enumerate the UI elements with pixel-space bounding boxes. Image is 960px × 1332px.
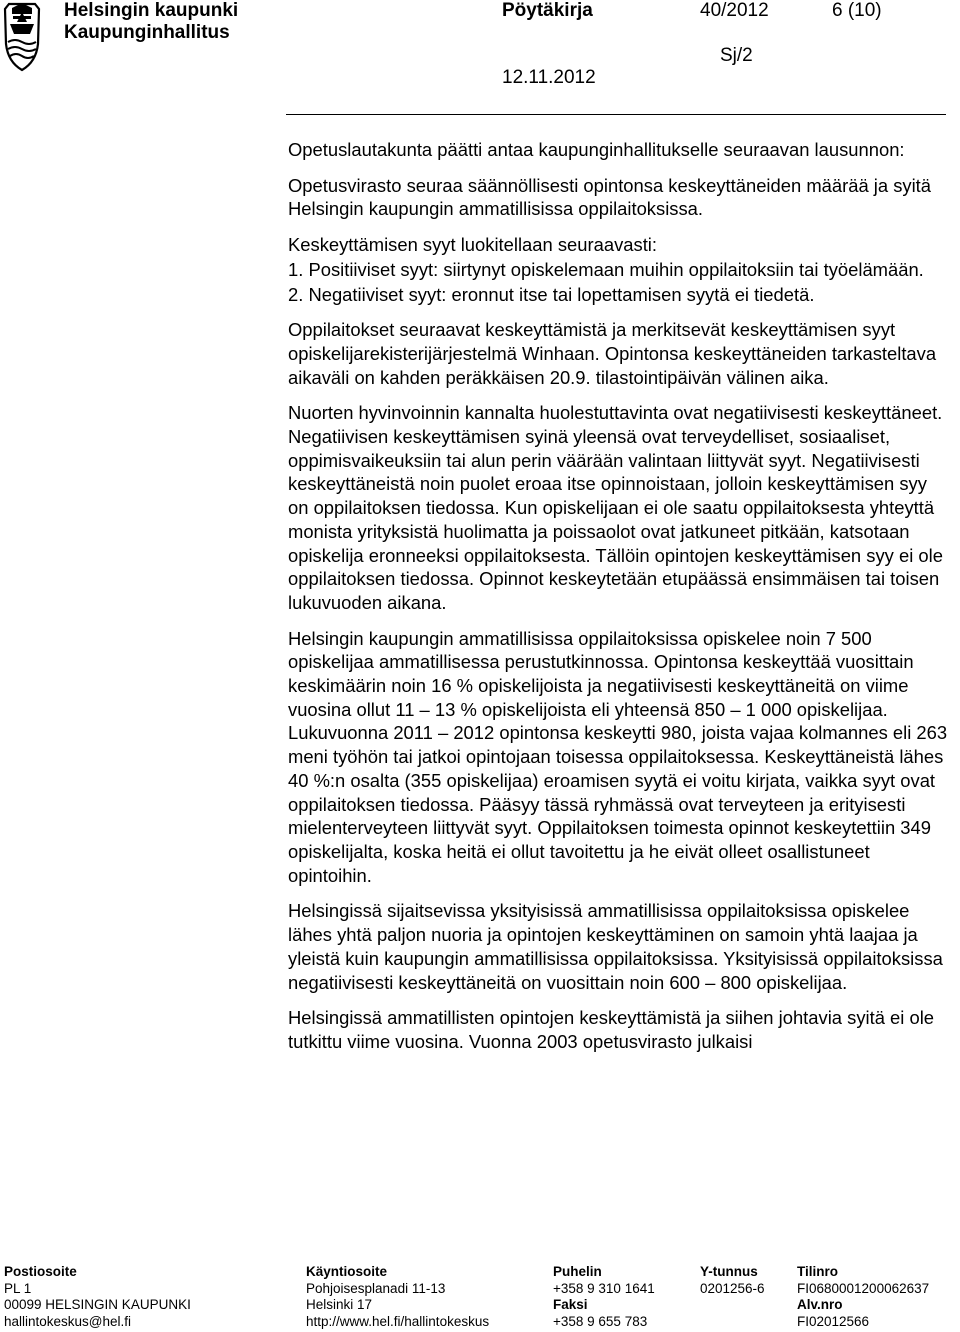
list-item: 1. Positiiviset syyt: siirtynyt opiskelemaan muihin oppilaitoksiin tai työelämään. bbox=[288, 258, 924, 280]
body-name: Kaupunginhallitus bbox=[64, 22, 230, 43]
paragraph: Keskeyttämisen syyt luokitellaan seuraavasti: bbox=[288, 234, 658, 256]
organization-name: Helsingin kaupunki bbox=[64, 0, 239, 21]
list-item: 2. Negatiiviset syyt: eronnut itse tai lopettamisen syytä ei tiedetä. bbox=[288, 283, 815, 305]
footer-heading: Faksi bbox=[553, 1297, 588, 1312]
paragraph: Helsingissä ammatillisten opintojen keskeyttämistä ja siihen johtavia syitä ei ole tutkittu viime vuosina. Vuonna 2003 opetusvirasto julkaisi bbox=[288, 1007, 935, 1052]
document-type: Pöytäkirja bbox=[502, 0, 593, 21]
document-body bbox=[288, 138, 948, 1066]
footer-heading: Puhelin bbox=[553, 1264, 602, 1279]
section-number: Sj/2 bbox=[720, 45, 753, 66]
footer-line: 00099 HELSINGIN KAUPUNKI bbox=[4, 1297, 191, 1312]
footer-line: Pohjoisesplanadi 11-13 bbox=[306, 1280, 446, 1296]
footer-line: FI02012566 bbox=[797, 1313, 870, 1329]
paragraph: Opetusvirasto seuraa säännöllisesti opintonsa keskeyttäneiden määrää ja syitä Helsingin kaupungin ammatillisissa oppilaitoksissa. bbox=[288, 174, 932, 220]
page-number: 6 (10) bbox=[832, 0, 882, 21]
footer-business-id bbox=[700, 1264, 765, 1297]
footer-phone bbox=[553, 1264, 655, 1330]
footer-heading: Postiosoite bbox=[4, 1264, 77, 1279]
footer-line: Helsinki 17 bbox=[306, 1297, 373, 1312]
paragraph: Helsingin kaupungin ammatillisissa oppilaitoksissa opiskelee noin 7 500 opiskelijaa ammatillisessa perustutkinnossa. Opintonsa keskeyttää vuosittain keskimäärin noin 16 % opiskelijoista ja negatiivisesti keskeyttäneitä on viime vuosina ollut 11 – 13 % opiskelijoista eli yhteensä 850 – 1 000 opiskelijaa. Lukuvuonna 2011 – 2012 opintonsa keskeytti 980, joista vajaa kolmannes eli 263 meni työhön tai jatkoi opintojaan toisessa oppilaitoksessa. Keskeyttäneistä lähes 40 %:n osalta (355 opiskelijaa) eroamisen syytä ei voitu kirjata, vaikka syyt ovat oppilaitoksen tiedossa. Pääsyy tässä ryhmässä ovat terveyteen ja erityisesti mielenterveyteen liittyvät syyt. Oppilaitoksen toimesta opinnot keskeytettiin 349 opiskelijalta, koska heitä ei ollut tavoitettu ja he eivät olleet osallistuneet opintoihin. bbox=[288, 627, 948, 886]
footer-heading: Tilinro bbox=[797, 1264, 839, 1279]
footer-heading: Alv.nro bbox=[797, 1297, 843, 1312]
footer-line: PL 1 bbox=[4, 1280, 32, 1296]
footer-line: +358 9 655 783 bbox=[553, 1313, 648, 1329]
paragraph: Opetuslautakunta päätti antaa kaupunginhallitukselle seuraavan lausunnon: bbox=[288, 139, 905, 160]
paragraph: Helsingissä sijaitsevissa yksityisissä ammatillisissa oppilaitoksissa opiskelee lähes yhtä paljon nuoria ja opintojen keskeyttäminen on samoin yhtä laajaa ja yleistä kuin kaupungin ammatillisissa oppilaitoksissa. Yksityisissä oppilaitoksissa negatiivisesti keskeyttäneitä on vuosittain noin 600 – 800 opiskelijaa. bbox=[288, 900, 943, 993]
footer-visiting-address bbox=[306, 1264, 489, 1330]
document-number: 40/2012 bbox=[700, 0, 769, 21]
footer-line: +358 9 310 1641 bbox=[553, 1280, 655, 1296]
paragraph: Oppilaitokset seuraavat keskeyttämistä ja merkitsevät keskeyttämisen syyt opiskelijarekisterijärjestelmä Winhaan. Opintonsa keskeyttäneiden tarkasteltava aikaväli on kahden peräkkäisen 20.9. tilastointipäivän välinen aika. bbox=[288, 319, 937, 388]
footer-email: hallintokeskus@hel.fi bbox=[4, 1313, 132, 1329]
footer-url: http://www.hel.fi/hallintokeskus bbox=[306, 1313, 490, 1329]
footer-line: FI0680001200062637 bbox=[797, 1280, 930, 1296]
meeting-date: 12.11.2012 bbox=[502, 67, 596, 88]
footer-postal-address bbox=[4, 1264, 191, 1330]
footer-heading: Y-tunnus bbox=[700, 1264, 758, 1279]
footer-line: 0201256-6 bbox=[700, 1280, 765, 1296]
header-divider bbox=[286, 114, 946, 115]
helsinki-crest-icon bbox=[0, 0, 46, 78]
footer-heading: Käyntiosoite bbox=[306, 1264, 388, 1279]
paragraph: Nuorten hyvinvoinnin kannalta huolestuttavinta ovat negatiivisesti keskeyttäneet. Negatiivisen keskeyttämisen syinä yleensä ovat terveydelliset, sosiaaliset, oppimisvaikeuksiin tai alun perin väärään valintaan liittyvät syyt. Negatiivisesti keskeyttäneistä noin puolet eroaa itse opinnoistaan, jolloin keskeyttämisen syy on oppilaitoksen tiedossa. Kun opiskelijaan ei ole saatu oppilaitoksesta yhteyttä monista yrityksistä huolimatta ja poissaolot ovat jatkuneet pitkään, katsotaan opiskelija eronneeksi oppilaitoksesta. Tällöin opintojen keskeyttämisen syy ei ole oppilaitoksen tiedossa. Opinnot keskeytetään etupäässä ensimmäisen tai toisen lukuvuoden aikana. bbox=[288, 402, 943, 613]
footer-account bbox=[797, 1264, 929, 1330]
